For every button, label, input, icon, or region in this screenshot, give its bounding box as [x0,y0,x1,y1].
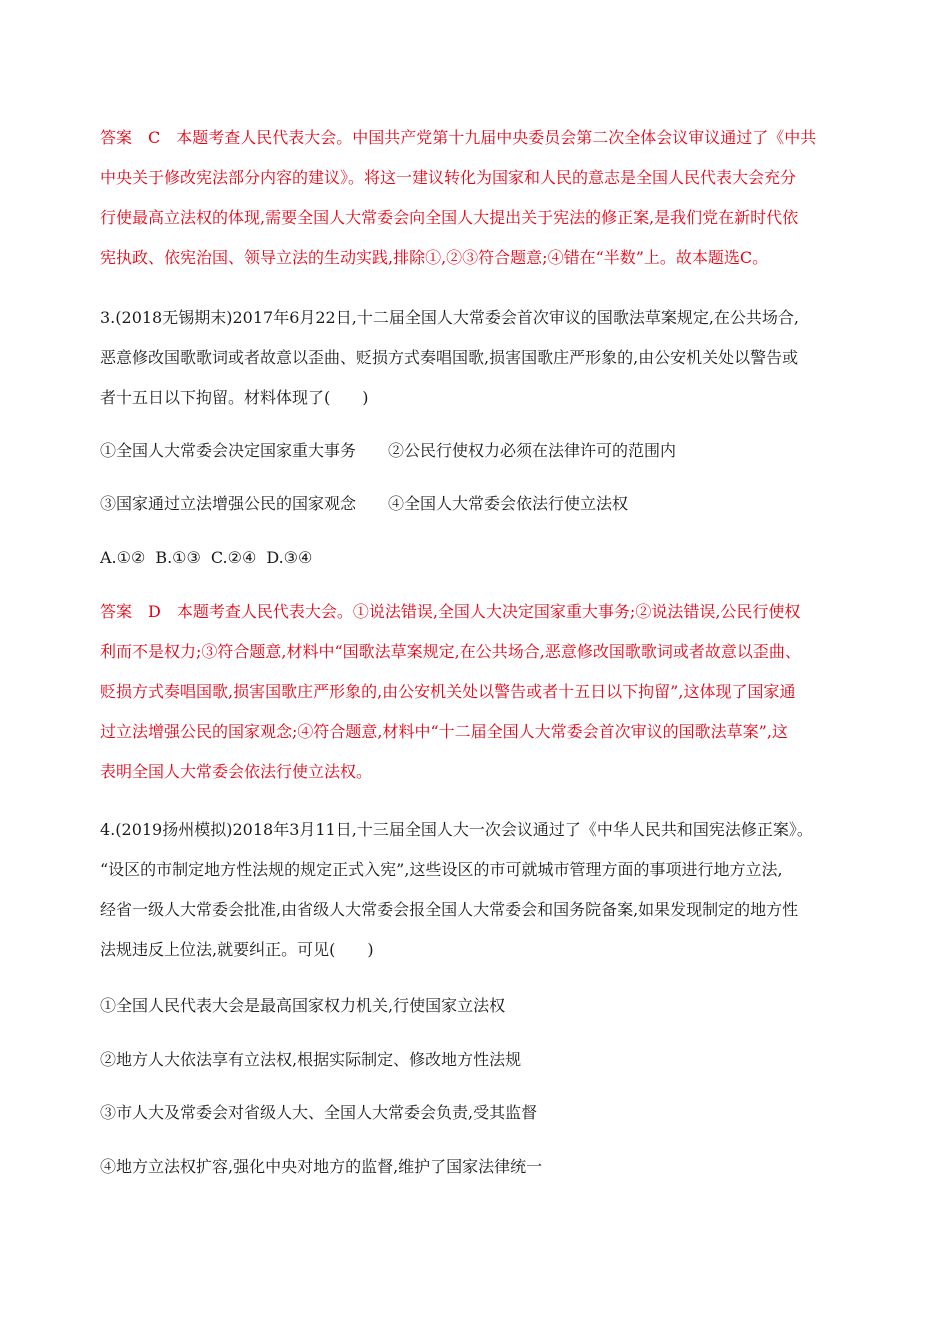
question-3-options-row-2 [100,484,852,524]
question-3-choices [100,538,852,578]
option-2: ②公民行使权力必须在法律许可的范围内 [388,441,677,460]
question-3 [100,298,852,418]
answer-2 [100,118,852,278]
question-4-option-2: ②地方人大依法享有立法权,根据实际制定、修改地方性法规 [100,1050,522,1069]
answer-choice: D [148,602,161,621]
answer-2-line-3: 行使最高立法权的体现,需要全国人大常委会向全国人大提出关于宪法的修正案,是我们党在新时代依 [100,208,799,227]
question-4-option-3: ③市人大及常委会对省级人大、全国人大常委会负责,受其监督 [100,1103,538,1122]
option-3: ③国家通过立法增强公民的国家观念 [100,494,357,513]
answer-label: 答案 [100,602,133,621]
option-4: ④全国人大常委会依法行使立法权 [388,494,629,513]
choice-c: C.②④ [210,548,257,567]
answer-2-line-2: 中央关于修改宪法部分内容的建议》。将这一建议转化为国家和人民的意志是全国人民代表大会充分 [100,168,797,187]
answer-3-line-5: 表明全国人大常委会依法行使立法权。 [100,762,373,781]
answer-3-line-2: 利而不是权力;③符合题意,材料中“国歌法草案规定,在公共场合,恶意修改国歌歌词或者故意以歪曲、 [100,642,801,661]
answer-choice: C [148,128,161,147]
answer-2-line-4: 宪执政、依宪治国、领导立法的生动实践,排除①,②③符合题意;④错在“半数”上。故本题选C。 [100,248,769,267]
choice-a: A.①② [100,548,146,567]
answer-3-line-4: 过立法增强公民的国家观念;④符合题意,材料中“十二届全国人大常委会首次审议的国歌法草案”,这 [100,722,788,741]
choice-d: D.③④ [266,548,313,567]
question-4-line-3: 经省一级人大常委会批准,由省级人大常委会报全国人大常委会和国务院备案,如果发现制定的地方性 [100,900,799,919]
option-1: ①全国人大常委会决定国家重大事务 [100,441,357,460]
choice-b: B.①③ [155,548,201,567]
answer-3-line-3: 贬损方式奏唱国歌,损害国歌庄严形象的,由公安机关处以警告或者十五日以下拘留”,这体现了国家通 [100,682,796,701]
answer-2-line-1 [100,118,852,158]
answer-text: 本题考查人民代表大会。中国共产党第十九届中央委员会第二次全体会议审议通过了《中共 [176,128,817,147]
question-4 [100,810,852,970]
answer-label: 答案 [100,128,133,147]
question-4-option-1: ①全国人民代表大会是最高国家权力机关,行使国家立法权 [100,996,506,1015]
question-4-line-4: 法规违反上位法,就要纠正。可见( ) [100,940,374,959]
question-3-line-2: 恶意修改国歌歌词或者故意以歪曲、贬损方式奏唱国歌,损害国歌庄严形象的,由公安机关处以警告或 [100,348,799,367]
question-3-line-3: 者十五日以下拘留。材料体现了( ) [100,388,369,407]
answer-3 [100,592,852,792]
question-3-options-row-1 [100,431,852,471]
question-4-option-4: ④地方立法权扩容,强化中央对地方的监督,维护了国家法律统一 [100,1157,543,1176]
question-4-line-1: 4.(2019扬州模拟)2018年3月11日,十三届全国人大一次会议通过了《中华人民共和国宪法修正案》。 [100,820,813,839]
question-3-line-1: 3.(2018无锡期末)2017年6月22日,十二届全国人大常委会首次审议的国歌法草案规定,在公共场合, [100,308,799,327]
question-4-line-2: “设区的市制定地方性法规的规定正式入宪”,这些设区的市可就城市管理方面的事项进行地方立法, [100,860,783,879]
answer-text: 本题考查人民代表大会。①说法错误,全国人大决定国家重大事务;②说法错误,公民行使权 [176,602,801,621]
answer-3-line-1 [100,592,852,632]
